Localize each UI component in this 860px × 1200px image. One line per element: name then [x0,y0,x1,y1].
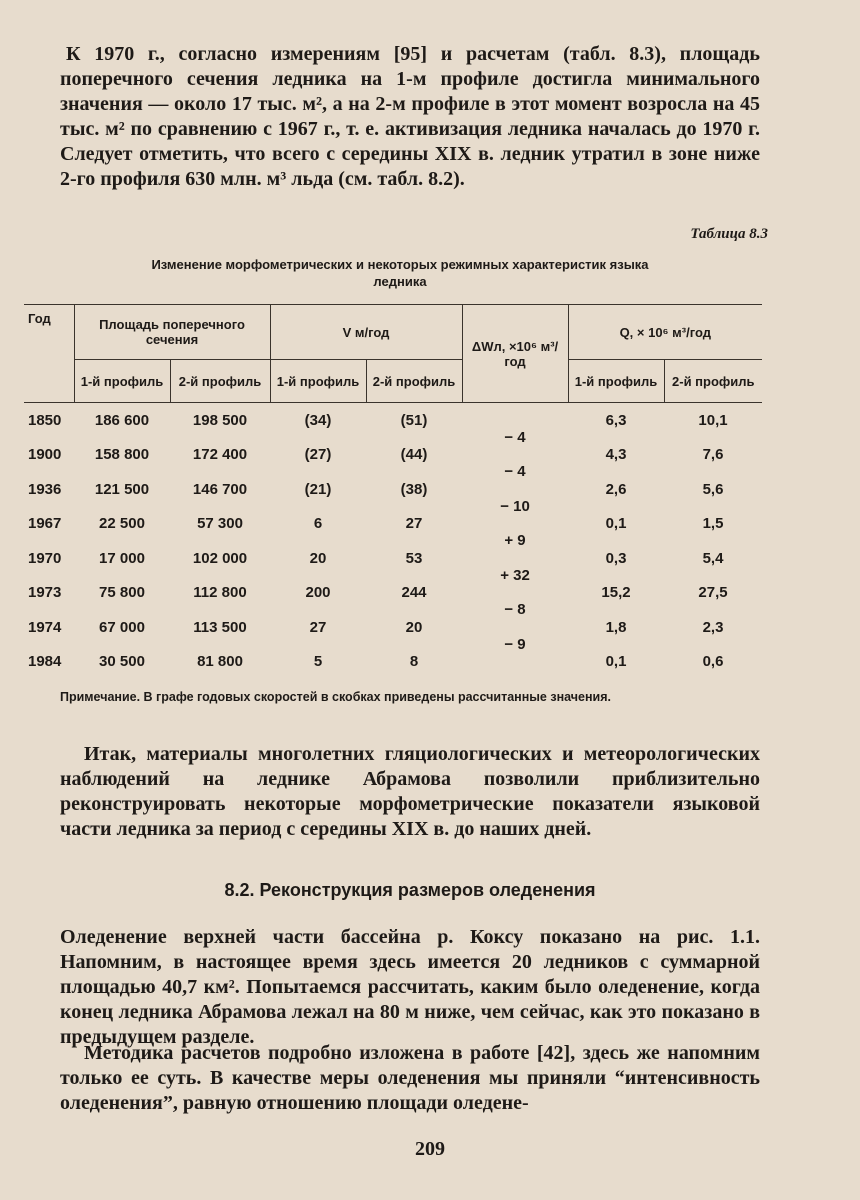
header-q-profile2: 2-й профиль [664,360,762,403]
table-row: 1984 30 500 81 800 5 8 0,1 0,6 [28,653,724,671]
header-q-profile1: 1-й профиль [568,360,664,403]
header-q: Q, × 10⁶ м³/год [568,305,762,360]
header-dw: ΔWл, ×10⁶ м³/год [462,305,568,403]
dw-value: − 4 [504,463,526,481]
dw-value: − 10 [500,497,530,515]
header-velocity-profile1: 1-й профиль [270,360,366,403]
table-title: Изменение морфометрических и некоторых режимных характеристик языка ледника [151,257,649,289]
header-velocity: V м/год [270,305,462,360]
dw-value: − 9 [504,635,526,653]
table-row: 1936 121 500 146 700 (21) (38) − 10 2,6 5,6 [28,480,724,515]
header-area: Площадь поперечного сечения [74,305,270,360]
table-row: 1850 186 600 198 500 (34) (51) − 4 6,3 10,1 [28,411,728,446]
header-year: Год [24,305,74,403]
paragraph-summary: Итак, материалы многолетних гляциологических и метеорологических наблюдений на леднике Абрамова позволили приблизительно реконструировать некоторые морфометрические показатели языковой части ледника за период с середины XIX в. до наших дней. [60,743,760,840]
page-number: 209 [415,1138,445,1160]
table-row: 1974 67 000 113 500 27 20 − 9 1,8 2,3 [28,618,724,653]
table-note: Примечание. В графе годовых скоростей в скобках приведены рассчитанные значения. [60,690,611,704]
paragraph-method: Методика расчетов подробно изложена в работе [42], здесь же напомним только ее суть. В качестве меры оледенения мы приняли “интенсивность оледенения”, равную отношению площади оледене- [60,1042,760,1114]
header-area-profile1: 1-й профиль [74,360,170,403]
table-row: 1967 22 500 57 300 6 27 + 9 0,1 1,5 [28,515,724,550]
table-row: 1970 17 000 102 000 20 53 + 32 0,3 5,4 [28,549,724,584]
paragraph-glaciation: Оледенение верхней части бассейна р. Коксу показано на рис. 1.1. Напомним, в настоящее время здесь имеется 20 ледников с суммарной площадью 40,7 км². Попытаемся рассчитать, каким было оледенение, когда конец ледника Абрамова лежал на 80 м ниже, чем сейчас, как это показано в предыдущем разделе. [60,926,760,1048]
section-heading: 8.2. Реконструкция размеров оледенения [224,880,596,900]
dw-value: − 8 [504,601,526,619]
header-area-profile2: 2-й профиль [170,360,270,403]
table-row: 1973 75 800 112 800 200 244 − 8 15,2 27,5 [28,584,728,619]
table-number: Таблица 8.3 [690,226,768,242]
paragraph-intro: К 1970 г., согласно измерениям [95] и расчетам (табл. 8.3), площадь поперечного сечения ледника на 1-м профиле достигла минимального значения — около 17 тыс. м², а на 2-м профиле в этот момент возросла на 45 тыс. м² по сравнению с 1967 г., т. е. активизация ледника началась до 1970 г. Следует отметить, что всего с середины XIX в. ледник утратил в зоне ниже 2-го профиля 630 млн. м³ льда (см. табл. 8.2). [60,43,760,190]
dw-value: + 32 [500,566,530,584]
header-velocity-profile2: 2-й профиль [366,360,462,403]
data-table [24,304,762,679]
dw-value: − 4 [504,428,526,446]
dw-value: + 9 [504,532,526,550]
table-row: 1900 158 800 172 400 (27) (44) − 4 4,3 7,6 [28,446,724,481]
